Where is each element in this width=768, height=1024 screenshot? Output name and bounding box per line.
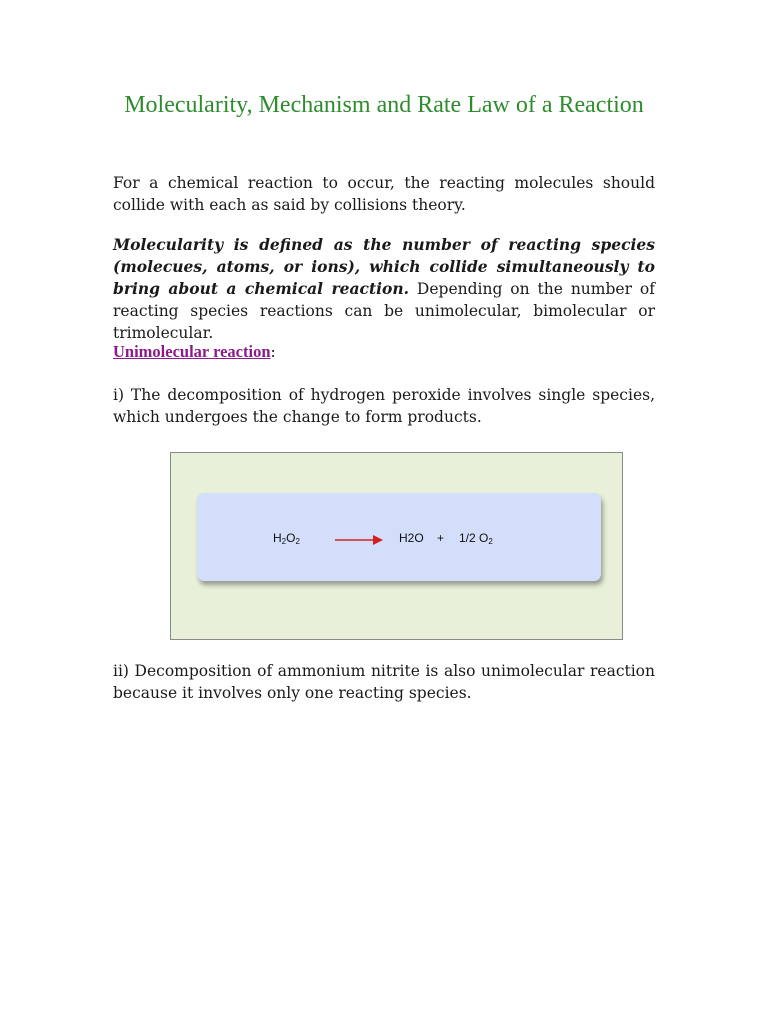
reactant-h2o2: $H_2O_2$: [273, 531, 300, 546]
page-title: Molecularity, Mechanism and Rate Law of a Reaction: [124, 92, 644, 118]
unimolecular-reaction-heading: Unimolecular reaction: [113, 342, 271, 361]
product-half-o2: 1/2 $O_2$: [459, 531, 493, 546]
intro-paragraph: For a chemical reaction to occur, the reacting molecules should collide with each as said by collisions theory.: [113, 174, 655, 214]
equation-figure: [170, 452, 623, 640]
example-1-paragraph: i) The decomposition of hydrogen peroxide involves single species, which undergoes the change to form products.: [113, 386, 655, 426]
product-h2o: H2O: [399, 531, 424, 545]
heading-colon: :: [270, 343, 276, 361]
definition-continuation: Depending on the number of reacting species reactions can be unimolecular, bimolecular or trimolecular.: [113, 280, 655, 342]
equation-box: [197, 493, 601, 581]
example-2-paragraph: ii) Decomposition of ammonium nitrite is also unimolecular reaction because it involves only one reacting species.: [113, 662, 655, 702]
section-heading: [113, 341, 276, 363]
definition-paragraph: [113, 234, 655, 344]
reaction-arrow-icon: [335, 533, 385, 547]
molecularity-definition: Molecularity is defined as the number of reacting species (molecues, atoms, or ions), which collide simultaneously to bring about a chemical reaction.: [113, 235, 655, 298]
plus-sign: +: [437, 531, 445, 545]
